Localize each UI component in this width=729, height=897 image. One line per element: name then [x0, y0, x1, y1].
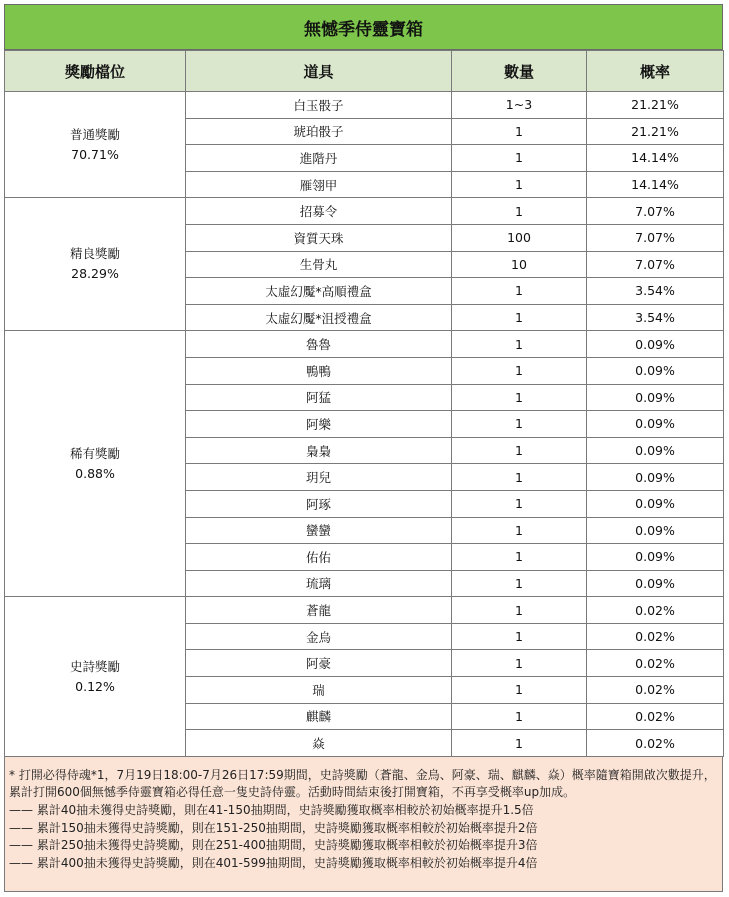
item-name-cell: 雁翎甲: [186, 171, 452, 198]
item-name-cell: 玥兒: [186, 464, 452, 491]
item-name-cell: 佑佑: [186, 544, 452, 571]
tier-cell: [5, 198, 186, 331]
quantity-cell: 1: [452, 677, 587, 704]
tier-name: 稀有獎勵: [69, 445, 120, 461]
quantity-cell: 1: [452, 650, 587, 677]
probability-cell: 14.14%: [587, 171, 724, 198]
probability-cell: 0.09%: [587, 570, 724, 597]
probability-cell: 0.02%: [587, 730, 724, 757]
tier-cell: [5, 92, 186, 198]
item-name-cell: 進階丹: [186, 145, 452, 172]
quantity-cell: 1: [452, 198, 587, 225]
quantity-cell: 100: [452, 224, 587, 251]
tier-name: 普通獎勵: [69, 126, 120, 142]
item-name-cell: 資質天珠: [186, 224, 452, 251]
quantity-cell: 1: [452, 517, 587, 544]
item-name-cell: 阿樂: [186, 411, 452, 438]
quantity-cell: 1: [452, 145, 587, 172]
probability-cell: 0.02%: [587, 703, 724, 730]
quantity-cell: 1: [452, 703, 587, 730]
probability-cell: 3.54%: [587, 278, 724, 305]
header-tier: 獎勵檔位: [5, 51, 186, 92]
probability-cell: 3.54%: [587, 304, 724, 331]
probability-cell: 7.07%: [587, 251, 724, 278]
probability-cell: 7.07%: [587, 224, 724, 251]
tier-name: 精良獎勵: [69, 246, 120, 262]
item-name-cell: 魯魯: [186, 331, 452, 358]
table-header-row: [5, 51, 724, 92]
quantity-cell: 1: [452, 437, 587, 464]
item-name-cell: 生骨丸: [186, 251, 452, 278]
item-name-cell: 阿琢: [186, 490, 452, 517]
probability-cell: 0.09%: [587, 437, 724, 464]
reward-document: [4, 4, 723, 892]
quantity-cell: 1: [452, 597, 587, 624]
quantity-cell: 1~3: [452, 92, 587, 119]
table-body: [5, 92, 724, 757]
note-line: —— 累計250抽未獲得史詩獎勵，則在251-400抽期間，史詩獎勵獲取概率相較於初始概率提升3倍: [9, 838, 538, 853]
tier-rate: 70.71%: [71, 146, 119, 162]
probability-cell: 0.02%: [587, 650, 724, 677]
quantity-cell: 1: [452, 171, 587, 198]
note-line: —— 累計40抽未獲得史詩獎勵，則在41-150抽期間，史詩獎勵獲取概率相較於初始概率提升1.5倍: [9, 803, 534, 818]
probability-cell: 0.02%: [587, 623, 724, 650]
reward-table: [4, 50, 724, 757]
item-name-cell: 招募令: [186, 198, 452, 225]
probability-cell: 21.21%: [587, 118, 724, 145]
probability-cell: 0.09%: [587, 331, 724, 358]
tier-cell: [5, 597, 186, 757]
note-line: —— 累計400抽未獲得史詩獎勵，則在401-599抽期間，史詩獎勵獲取概率相較於初始概率提升4倍: [9, 855, 538, 870]
quantity-cell: 1: [452, 278, 587, 305]
quantity-cell: 1: [452, 544, 587, 571]
quantity-cell: 1: [452, 464, 587, 491]
item-name-cell: 焱: [186, 730, 452, 757]
item-name-cell: 白玉骰子: [186, 92, 452, 119]
table-row: [5, 92, 724, 119]
header-quantity: 數量: [452, 51, 587, 92]
item-name-cell: 阿猛: [186, 384, 452, 411]
table-row: [5, 331, 724, 358]
probability-cell: 0.09%: [587, 411, 724, 438]
quantity-cell: 1: [452, 490, 587, 517]
probability-cell: 0.09%: [587, 384, 724, 411]
item-name-cell: 太虛幻魘*沮授禮盒: [186, 304, 452, 331]
probability-cell: 0.09%: [587, 357, 724, 384]
probability-cell: 0.09%: [587, 544, 724, 571]
item-name-cell: 瑞: [186, 677, 452, 704]
table-row: [5, 198, 724, 225]
quantity-cell: 1: [452, 411, 587, 438]
probability-cell: 0.09%: [587, 490, 724, 517]
probability-cell: 0.09%: [587, 517, 724, 544]
tier-cell: [5, 331, 186, 597]
probability-cell: 0.02%: [587, 597, 724, 624]
quantity-cell: 1: [452, 357, 587, 384]
tier-rate: 0.12%: [75, 678, 115, 694]
item-name-cell: 琉璃: [186, 570, 452, 597]
tier-name: 史詩獎勵: [69, 658, 120, 674]
quantity-cell: 1: [452, 730, 587, 757]
probability-cell: 0.09%: [587, 464, 724, 491]
header-item: 道具: [186, 51, 452, 92]
probability-cell: 7.07%: [587, 198, 724, 225]
notes-box: [4, 757, 723, 892]
item-name-cell: 蒼龍: [186, 597, 452, 624]
item-name-cell: 金烏: [186, 623, 452, 650]
probability-cell: 21.21%: [587, 92, 724, 119]
note-main: * 打開必得侍魂*1，7月19日18:00-7月26日17:59期間，史詩獎勵（蒼龍、金烏、阿豪、瑞、麒麟、焱）概率隨寶箱開啟次數提升，累計打開600個無憾季侍靈寶箱必得任意一隻史詩侍靈。活動時間結束後打開寶箱，不再享受概率up加成。: [9, 767, 716, 800]
item-name-cell: 梟梟: [186, 437, 452, 464]
quantity-cell: 1: [452, 331, 587, 358]
quantity-cell: 1: [452, 118, 587, 145]
item-name-cell: 太虛幻魘*高順禮盒: [186, 278, 452, 305]
probability-cell: 14.14%: [587, 145, 724, 172]
tier-rate: 0.88%: [75, 465, 115, 481]
quantity-cell: 1: [452, 304, 587, 331]
header-probability: 概率: [587, 51, 724, 92]
item-name-cell: 蠻蠻: [186, 517, 452, 544]
item-name-cell: 鴨鴨: [186, 357, 452, 384]
item-name-cell: 琥珀骰子: [186, 118, 452, 145]
tier-rate: 28.29%: [71, 266, 119, 282]
quantity-cell: 1: [452, 570, 587, 597]
item-name-cell: 阿豪: [186, 650, 452, 677]
page-title: 無憾季侍靈寶箱: [4, 4, 723, 50]
note-line: —— 累計150抽未獲得史詩獎勵，則在151-250抽期間，史詩獎勵獲取概率相較於初始概率提升2倍: [9, 820, 538, 835]
probability-cell: 0.02%: [587, 677, 724, 704]
quantity-cell: 1: [452, 384, 587, 411]
quantity-cell: 10: [452, 251, 587, 278]
quantity-cell: 1: [452, 623, 587, 650]
item-name-cell: 麒麟: [186, 703, 452, 730]
table-row: [5, 597, 724, 624]
